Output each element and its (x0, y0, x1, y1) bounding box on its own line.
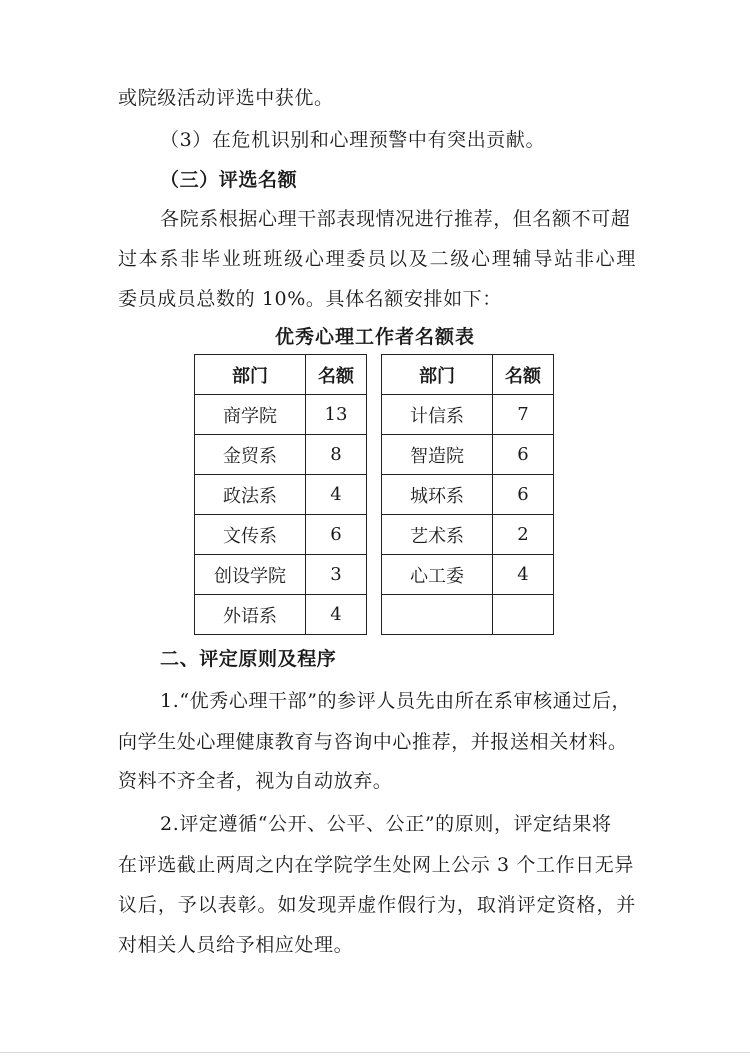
paragraph-line: 资料不齐全者，视为自动放弃。 (118, 770, 393, 792)
section-heading-quota: （三）评选名额 (160, 169, 298, 191)
paragraph-line: 委员成员总数的 10%。具体名额安排如下： (118, 288, 502, 310)
dept-cell (382, 595, 493, 635)
paragraph-line: 向学生处心理健康教育与咨询中心推荐，并报送相关材料。 (118, 731, 628, 753)
quota-cell: 4 (493, 555, 554, 595)
table-row (382, 435, 554, 475)
dept-cell: 智造院 (382, 435, 493, 475)
table-header-row (195, 355, 367, 395)
paragraph-line: 议后，予以表彰。如发现弄虚作假行为，取消评定资格，并 (118, 894, 636, 916)
dept-cell: 商学院 (195, 395, 306, 435)
dept-cell: 政法系 (195, 475, 306, 515)
quota-cell: 7 (493, 395, 554, 435)
dept-cell: 金贸系 (195, 435, 306, 475)
header-dept: 部门 (382, 355, 493, 395)
table-row (195, 475, 367, 515)
paragraph-line: 对相关人员给予相应处理。 (118, 934, 354, 956)
quota-cell: 13 (306, 395, 367, 435)
table-row (382, 395, 554, 435)
paragraph-line: 各院系根据心理干部表现情况进行推荐，但名额不可超 (160, 208, 631, 230)
quota-cell: 6 (306, 515, 367, 555)
dept-cell: 计信系 (382, 395, 493, 435)
quota-cell: 6 (493, 475, 554, 515)
paragraph-line: 或院级活动评选中获优。 (118, 87, 334, 109)
table-row (195, 395, 367, 435)
table-row (195, 595, 367, 635)
section-heading-principles: 二、评定原则及程序 (160, 648, 337, 670)
paragraph-line: （3）在危机识别和心理预警中有突出贡献。 (160, 129, 546, 151)
table-row (195, 515, 367, 555)
header-quota: 名额 (306, 355, 367, 395)
paragraph-line: 2.评定遵循“公开、公平、公正”的原则，评定结果将 (160, 813, 612, 835)
dept-cell: 外语系 (195, 595, 306, 635)
dept-cell: 艺术系 (382, 515, 493, 555)
paragraph-line: 在评选截止两周之内在学院学生处网上公示 3 个工作日无异 (118, 854, 634, 876)
scan-edge-line (0, 1052, 750, 1053)
quota-cell (493, 595, 554, 635)
table-row (195, 555, 367, 595)
quota-cell: 4 (306, 595, 367, 635)
quota-table-left (194, 354, 367, 635)
header-dept: 部门 (195, 355, 306, 395)
quota-cell: 2 (493, 515, 554, 555)
quota-cell: 8 (306, 435, 367, 475)
table-row-empty (382, 595, 554, 635)
paragraph-line: 过本系非毕业班班级心理委员以及二级心理辅导站非心理 (118, 248, 636, 270)
table-header-row (382, 355, 554, 395)
quota-cell: 6 (493, 435, 554, 475)
table-title: 优秀心理工作者名额表 (274, 326, 475, 348)
table-row (382, 515, 554, 555)
quota-cell: 3 (306, 555, 367, 595)
dept-cell: 城环系 (382, 475, 493, 515)
dept-cell: 心工委 (382, 555, 493, 595)
paragraph-line: 1.“优秀心理干部”的参评人员先由所在系审核通过后， (160, 690, 632, 712)
dept-cell: 文传系 (195, 515, 306, 555)
table-row (382, 555, 554, 595)
quota-cell: 4 (306, 475, 367, 515)
dept-cell: 创设学院 (195, 555, 306, 595)
quota-table-right (381, 354, 554, 635)
table-row (382, 475, 554, 515)
table-row (195, 435, 367, 475)
header-quota: 名额 (493, 355, 554, 395)
